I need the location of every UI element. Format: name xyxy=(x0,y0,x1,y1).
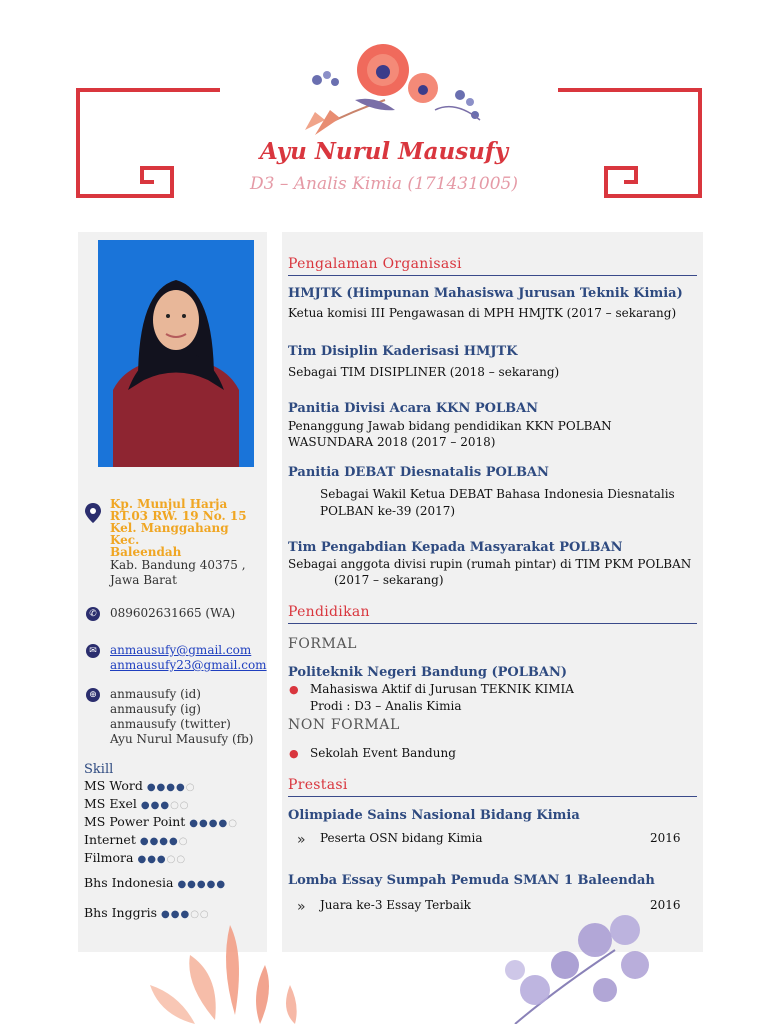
skill-label: MS Power Point xyxy=(84,814,186,829)
skill-rating-empty: ○○ xyxy=(166,854,187,865)
language-label: Bhs Indonesia xyxy=(84,875,174,890)
section-title-pendidikan: Pendidikan xyxy=(288,604,370,620)
org-description: POLBAN ke-39 (2017) xyxy=(320,504,456,518)
bullet-dot: ● xyxy=(289,683,299,696)
phone-icon: ✆ xyxy=(86,607,100,621)
language-rating: ●●● xyxy=(161,909,191,920)
floral-bottom-right-decoration xyxy=(495,910,665,1024)
org-title: Panitia Divisi Acara KKN POLBAN xyxy=(288,401,539,416)
achievement-detail: Juara ke-3 Essay Terbaik xyxy=(320,898,471,912)
skill-label: Internet xyxy=(84,832,136,847)
language-row xyxy=(84,875,226,893)
social-handle: anmausufy (twitter) xyxy=(110,717,231,731)
resume-subtitle: D3 – Analis Kimia (171431005) xyxy=(250,174,518,194)
section-divider xyxy=(288,275,697,276)
profile-photo xyxy=(98,240,254,467)
skill-row xyxy=(84,850,264,868)
address-line: Jawa Barat xyxy=(110,573,177,587)
org-description: WASUNDARA 2018 (2017 – 2018) xyxy=(288,435,496,449)
org-description: Penanggung Jawab bidang pendidikan KKN POLBAN xyxy=(288,419,612,433)
skill-rating-empty: ○ xyxy=(178,836,189,847)
skill-rating: ●●● xyxy=(137,854,167,865)
org-title: HMJTK (Himpunan Mahasiswa Jurusan Teknik Kimia) xyxy=(288,286,683,301)
org-title: Tim Disiplin Kaderisasi HMJTK xyxy=(288,344,518,359)
formal-label: FORMAL xyxy=(288,636,358,652)
skill-row xyxy=(84,796,264,814)
phone-number: 089602631665 (WA) xyxy=(110,606,236,620)
skill-row xyxy=(84,778,264,796)
language-rating-empty: ○○ xyxy=(190,909,210,920)
address-line: Kp. Munjul Harja xyxy=(110,497,228,511)
location-icon xyxy=(85,503,101,527)
chevron-right-icon: » xyxy=(297,832,306,848)
globe-icon: ⊕ xyxy=(86,688,100,702)
skill-label: MS Word xyxy=(84,778,143,793)
address-block xyxy=(110,498,260,588)
skill-rating: ●●●● xyxy=(146,782,186,793)
skill-row xyxy=(84,814,264,832)
achievement-title: Olimpiade Sains Nasional Bidang Kimia xyxy=(288,808,580,823)
org-description: Sebagai anggota divisi rupin (rumah pintar) di TIM PKM POLBAN xyxy=(288,557,692,571)
section-title-prestasi: Prestasi xyxy=(288,777,348,793)
skill-rating-empty: ○○ xyxy=(170,800,190,811)
nonformal-item: Sekolah Event Bandung xyxy=(310,746,456,760)
school-detail: Mahasiswa Aktif di Jurusan TEKNIK KIMIA xyxy=(310,682,574,696)
floral-bottom-left-decoration xyxy=(150,915,320,1024)
language-label: Bhs Inggris xyxy=(84,905,158,920)
skill-list xyxy=(84,778,264,868)
org-title: Tim Pengabdian Kepada Masyarakat POLBAN xyxy=(288,540,623,555)
resume-name: Ayu Nurul Mausufy xyxy=(259,138,509,165)
skill-rating: ●●●● xyxy=(139,836,179,847)
address-line: RT.03 RW. 19 No. 15 xyxy=(110,509,247,523)
achievement-year: 2016 xyxy=(650,831,681,845)
achievement-title: Lomba Essay Sumpah Pemuda SMAN 1 Baleendah xyxy=(288,873,655,888)
skill-title: Skill xyxy=(84,762,114,777)
email-link[interactable]: anmausufy@gmail.com xyxy=(110,643,252,657)
email-link[interactable]: anmausufy23@gmail.com xyxy=(110,658,267,672)
section-title-organisasi: Pengalaman Organisasi xyxy=(288,256,462,272)
school-name: Politeknik Negeri Bandung (POLBAN) xyxy=(288,665,567,680)
org-description: Sebagai Wakil Ketua DEBAT Bahasa Indonesia Diesnatalis xyxy=(320,487,675,501)
bullet-dot: ● xyxy=(289,747,299,760)
skill-rating: ●●● xyxy=(140,800,171,811)
social-handle: Ayu Nurul Mausufy (fb) xyxy=(110,732,254,746)
org-title: Panitia DEBAT Diesnatalis POLBAN xyxy=(288,465,549,480)
skill-rating-empty: ○ xyxy=(185,782,196,793)
address-line: Kel. Manggahang Kec. xyxy=(110,521,229,547)
language-rating: ●●●●● xyxy=(177,879,227,890)
skill-row xyxy=(84,832,264,850)
email-icon: ✉ xyxy=(86,644,100,658)
address-line: Baleendah xyxy=(110,545,182,559)
org-description: Ketua komisi III Pengawasan di MPH HMJTK (2017 – sekarang) xyxy=(288,306,677,320)
achievement-year: 2016 xyxy=(650,898,681,912)
social-list xyxy=(110,687,253,747)
skill-label: MS Exel xyxy=(84,796,137,811)
floral-header-illustration xyxy=(295,40,495,140)
email-list xyxy=(110,643,267,673)
section-divider xyxy=(288,796,697,797)
nonformal-label: NON FORMAL xyxy=(288,717,400,733)
skill-label: Filmora xyxy=(84,850,134,865)
org-description: Sebagai TIM DISIPLINER (2018 – sekarang) xyxy=(288,365,560,379)
org-description: (2017 – sekarang) xyxy=(334,573,444,587)
section-divider xyxy=(288,623,697,624)
school-detail: Prodi : D3 – Analis Kimia xyxy=(310,699,462,713)
social-handle: anmausufy (ig) xyxy=(110,702,201,716)
address-line: Kab. Bandung 40375 , xyxy=(110,558,246,572)
achievement-detail: Peserta OSN bidang Kimia xyxy=(320,831,483,845)
skill-rating-empty: ○ xyxy=(228,818,238,829)
chevron-right-icon: » xyxy=(297,899,306,915)
social-handle: anmausufy (id) xyxy=(110,687,201,701)
skill-rating: ●●●● xyxy=(189,818,229,829)
